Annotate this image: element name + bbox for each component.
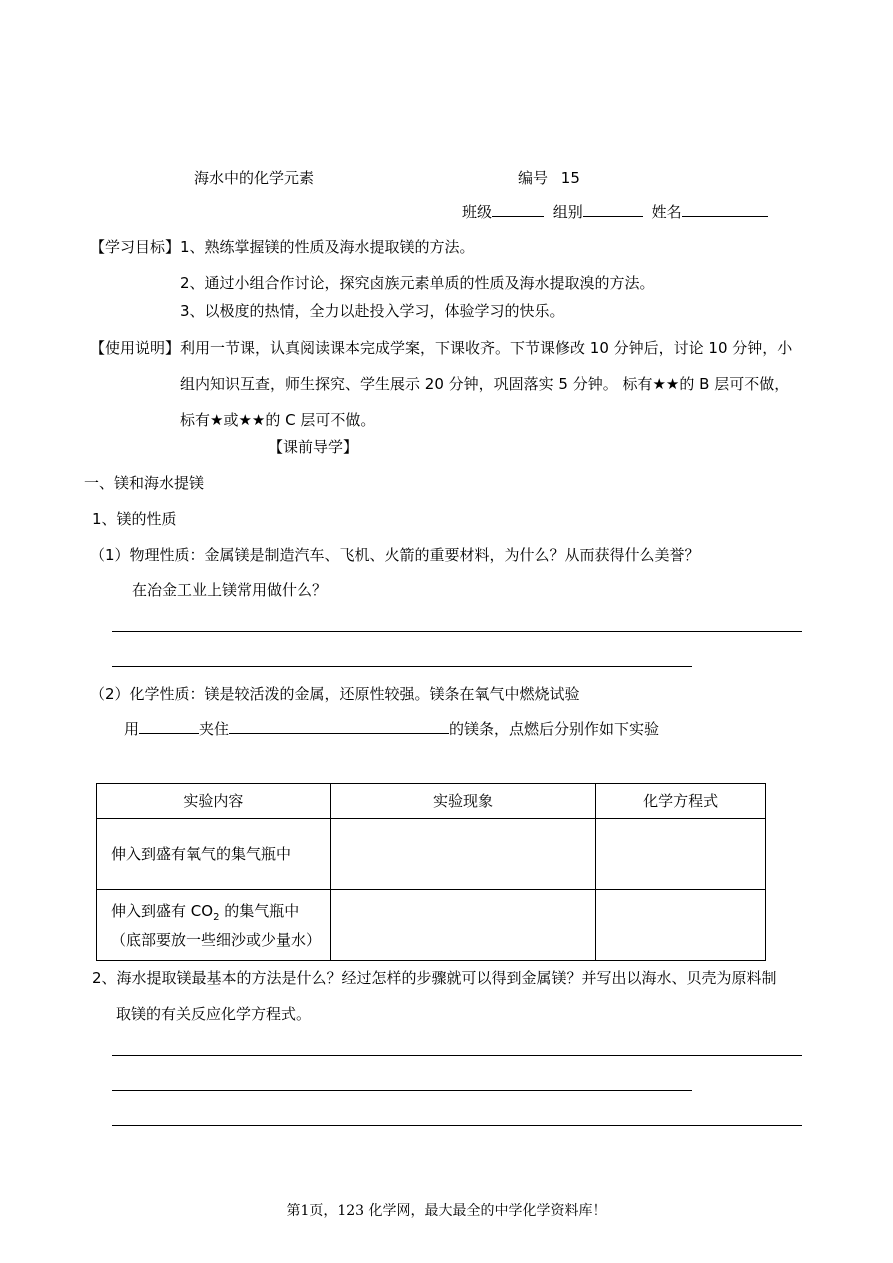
answer-line[interactable] — [112, 1090, 692, 1091]
cell-subscript: 2 — [213, 911, 220, 923]
table-cell: 伸入到盛有氧气的集气瓶中 — [97, 819, 331, 890]
experiment-table — [96, 783, 766, 961]
table-row — [97, 890, 766, 961]
question-text: 用 — [124, 720, 140, 738]
usage-text: 利用一节课，认真阅读课本完成学案，下课收齐。下节课修改 10 分钟后，讨论 10 分钟，小 — [180, 339, 793, 357]
group-blank[interactable] — [583, 202, 643, 217]
star-icon: ★★ — [652, 375, 680, 393]
table-cell — [97, 890, 331, 961]
page-footer: 第1页，123 化学网，最大最全的中学化学资料库！ — [286, 1203, 607, 1219]
usage-text: 标有 — [180, 411, 211, 429]
table-header-row — [97, 784, 766, 819]
question-fill-line — [124, 719, 659, 739]
fill-blank[interactable] — [139, 719, 199, 734]
goal-item: 3、以极度的热情，全力以赴投入学习，体验学习的快乐。 — [180, 302, 565, 320]
usage-text: 或 — [223, 411, 239, 429]
goals-label: 【学习目标】 — [90, 238, 181, 256]
goal-item: 1、熟练掌握镁的性质及海水提取镁的方法。 — [180, 238, 475, 256]
number-value: 15 — [560, 169, 580, 187]
usage-text: 的 B 层可不做， — [679, 375, 790, 393]
question-text: 取镁的有关反应化学方程式。 — [116, 1005, 312, 1023]
question-text: 在冶金工业上镁常用做什么？ — [132, 581, 328, 599]
table-cell-blank[interactable] — [596, 890, 766, 961]
table-header: 实验内容 — [97, 784, 331, 819]
question-text: 2、海水提取镁最基本的方法是什么？经过怎样的步骤就可以得到金属镁？并写出以海水、贝壳为原料制 — [92, 969, 777, 987]
table-header: 化学方程式 — [596, 784, 766, 819]
table-cell-blank[interactable] — [330, 890, 596, 961]
question-text: （2）化学性质：镁是较活泼的金属，还原性较强。镁条在氧气中燃烧试验 — [90, 685, 580, 703]
student-info — [462, 202, 768, 222]
usage-line-1 — [90, 338, 792, 358]
table-cell-blank[interactable] — [596, 819, 766, 890]
section-title: 一、镁和海水提镁 — [84, 474, 205, 492]
question-text: 的镁条，点燃后分别作如下实验 — [449, 720, 660, 738]
usage-text: 的 C 层可不做。 — [265, 411, 376, 429]
question-text: （1）物理性质：金属镁是制造汽车、飞机、火箭的重要材料，为什么？从而获得什么美誉？ — [90, 546, 700, 564]
doc-title: 海水中的化学元素 — [194, 169, 315, 187]
cell-text: 伸入到盛有 CO — [111, 901, 214, 920]
cell-text: 的集气瓶中 — [219, 901, 300, 920]
name-label: 姓名 — [651, 203, 682, 221]
preview-heading: 【课前导学】 — [268, 438, 359, 456]
star-icon: ★★ — [238, 411, 266, 429]
goal-item: 2、通过小组合作讨论，探究卤族元素单质的性质及海水提取溴的方法。 — [180, 274, 655, 292]
subsection-title: 1、镁的性质 — [92, 510, 177, 528]
star-icon: ★ — [210, 411, 224, 429]
class-blank[interactable] — [492, 202, 544, 217]
table-header: 实验现象 — [330, 784, 596, 819]
fill-blank[interactable] — [229, 719, 449, 734]
answer-line[interactable] — [112, 1055, 802, 1056]
answer-line[interactable] — [112, 666, 692, 667]
number-field — [518, 168, 580, 188]
answer-line[interactable] — [112, 631, 802, 632]
group-label: 组别 — [552, 203, 583, 221]
cell-text: （底部要放一些细沙或少量水） — [111, 930, 322, 949]
usage-line-2 — [180, 374, 789, 394]
table-cell-blank[interactable] — [330, 819, 596, 890]
usage-label: 【使用说明】 — [90, 339, 181, 357]
answer-line[interactable] — [112, 1125, 802, 1126]
usage-line-3 — [180, 410, 375, 430]
name-blank[interactable] — [682, 202, 768, 217]
goals-line-1 — [90, 237, 475, 257]
number-label: 编号 — [518, 169, 549, 187]
table-row — [97, 819, 766, 890]
question-text: 夹住 — [199, 720, 230, 738]
usage-text: 组内知识互查，师生探究、学生展示 20 分钟，巩固落实 5 分钟。 标有 — [180, 375, 653, 393]
class-label: 班级 — [462, 203, 493, 221]
